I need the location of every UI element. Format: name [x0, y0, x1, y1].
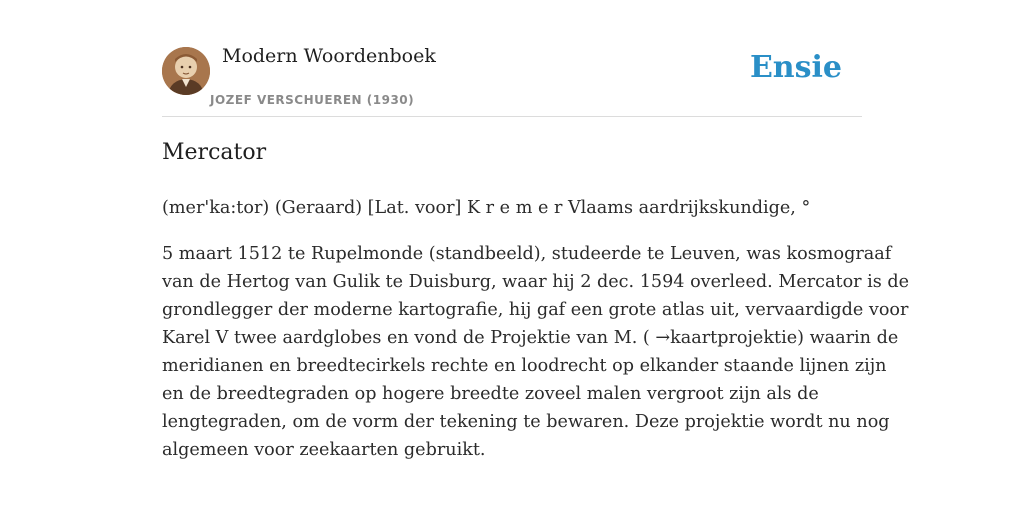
- author-name[interactable]: JOZEF VERSCHUEREN (1930): [210, 93, 415, 107]
- entry-body: [162, 240, 910, 464]
- entry-body-line: Karel V twee aardglobes en vond de Projektie van M. ( →kaartprojektie) waarin de: [162, 328, 899, 348]
- dictionary-header: [162, 0, 862, 117]
- entry-body-line: van de Hertog van Gulik te Duisburg, waar hij 2 dec. 1594 overleed. Mercator is de: [162, 272, 910, 292]
- ensie-logo-link[interactable]: Ensie: [749, 50, 842, 85]
- entry-title: Mercator: [162, 140, 267, 165]
- entry-body-line: lengtegraden, om de vorm der tekening te bewaren. Deze projektie wordt nu nog: [162, 412, 890, 432]
- author-avatar: [162, 47, 210, 95]
- entry-intro: (mer'ka:tor) (Geraard) [Lat. voor] K r e m e r Vlaams aardrijkskundige, °: [162, 198, 811, 218]
- entry-body-line: algemeen voor zeekaarten gebruikt.: [162, 440, 486, 460]
- page-container: [162, 0, 910, 460]
- dictionary-title[interactable]: Modern Woordenboek: [222, 45, 436, 67]
- entry-body-line: en de breedtegraden op hogere breedte zoveel malen vergroot zijn als de: [162, 384, 819, 404]
- entry-body-line: 5 maart 1512 te Rupelmonde (standbeeld), studeerde te Leuven, was kosmograaf: [162, 244, 892, 264]
- author-portrait-icon: [162, 47, 210, 95]
- entry-body-line: meridianen en breedtecirkels rechte en loodrecht op elkander staande lijnen zijn: [162, 356, 887, 376]
- entry-body-line: grondlegger der moderne kartografie, hij gaf een grote atlas uit, vervaardigde voor: [162, 300, 909, 320]
